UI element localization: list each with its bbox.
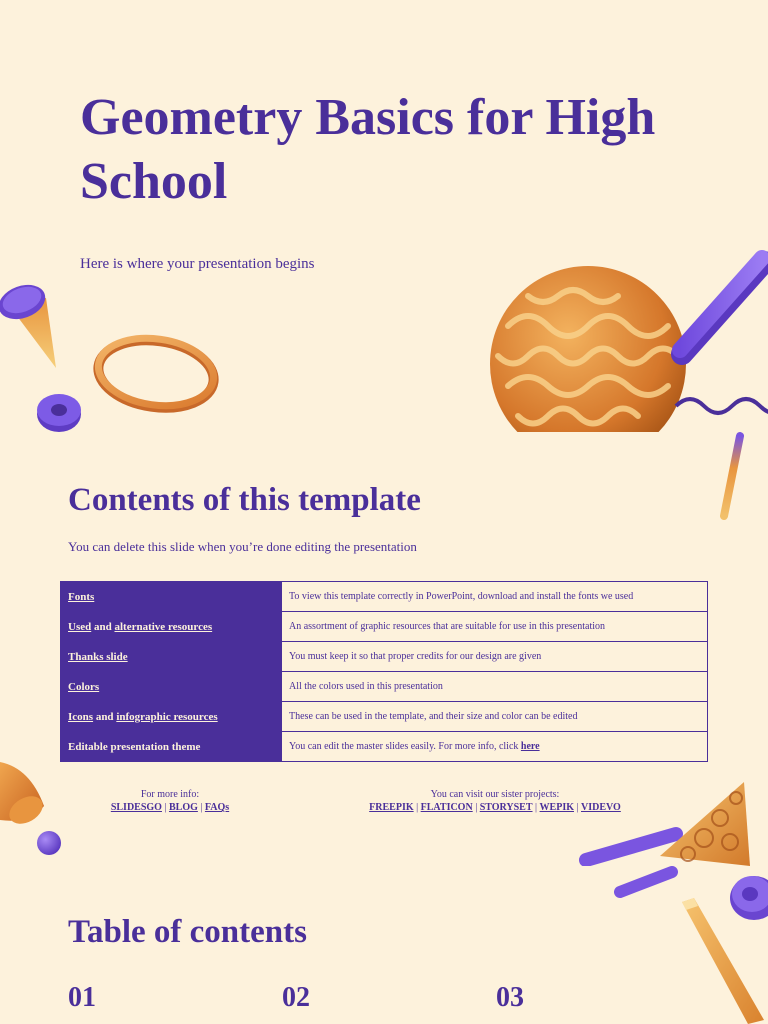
- resources-table: [60, 581, 708, 762]
- slide-subtitle: You can delete this slide when you’re done editing the presentation: [68, 539, 417, 554]
- faqs-link[interactable]: FAQs: [204, 802, 230, 813]
- slide-title: Contents of this template: [68, 482, 421, 518]
- slide-subtitle: Here is where your presentation begins: [80, 256, 315, 272]
- slide-title: Table of contents: [68, 914, 307, 950]
- fonts-link[interactable]: Fonts: [68, 590, 95, 603]
- title-slide: [0, 0, 768, 432]
- used-link[interactable]: Used: [68, 620, 92, 633]
- table-row: [61, 732, 708, 762]
- flaticon-link[interactable]: FLATICON: [420, 802, 473, 813]
- sphere-shape: [488, 266, 692, 432]
- storyset-link[interactable]: STORYSET: [479, 802, 533, 813]
- infographic-resources-link[interactable]: infographic resources: [116, 710, 218, 723]
- table-cell-text: You can edit the master slides easily. For more info, click: [289, 741, 521, 752]
- slidesgo-link[interactable]: SLIDESGO: [110, 802, 162, 813]
- triangle-shape: [580, 778, 768, 866]
- table-cell: These can be used in the template, and their size and color can be edited: [282, 702, 708, 732]
- table-cell: You must keep it so that proper credits for our design are given: [282, 642, 708, 672]
- freepik-link[interactable]: FREEPIK: [369, 802, 414, 813]
- toc-slide: [0, 866, 768, 1024]
- footer-label: You can visit our sister projects:: [430, 789, 560, 800]
- table-cell: All the colors used in this presentation: [282, 672, 708, 702]
- prism-bar-shape: [678, 896, 768, 1024]
- contents-slide: [0, 432, 768, 866]
- table-key: Editable presentation theme: [61, 732, 282, 762]
- table-row: [61, 702, 708, 732]
- thanks-slide-link[interactable]: Thanks slide: [68, 650, 128, 663]
- table-row: [61, 642, 708, 672]
- footer-label: For more info:: [140, 789, 200, 800]
- section-number: 02: [282, 982, 310, 1013]
- stick-shape: [664, 248, 768, 432]
- colors-link[interactable]: Colors: [68, 680, 100, 693]
- small-stick-shape: [712, 432, 752, 524]
- table-row: [61, 612, 708, 642]
- cone-shape: [0, 282, 60, 372]
- table-cell: To view this template correctly in PowerPoint, download and install the fonts we used: [282, 582, 708, 612]
- alternative-resources-link[interactable]: alternative resources: [114, 620, 213, 633]
- ring-shape: [92, 330, 222, 420]
- footer-sister-projects: You can visit our sister projects: FREEPIK | FLATICON | STORYSET | WEPIK | VIDEVO: [340, 788, 650, 814]
- table-row: [61, 672, 708, 702]
- half-cone-shape: [0, 758, 50, 828]
- and-text: and: [91, 620, 115, 633]
- wepik-link[interactable]: WEPIK: [539, 802, 574, 813]
- footer-more-info: For more info: SLIDESGO | BLOG | FAQs: [90, 788, 250, 814]
- small-sphere-shape: [36, 830, 64, 858]
- purple-bar-shape: [610, 866, 680, 900]
- section-number: 01: [68, 982, 96, 1013]
- here-link[interactable]: here: [520, 741, 540, 752]
- and-text: and: [93, 710, 117, 723]
- slide-title: Geometry Basics for High School: [80, 89, 656, 210]
- icons-link[interactable]: Icons: [68, 710, 94, 723]
- videvo-link[interactable]: VIDEVO: [581, 802, 621, 813]
- blog-link[interactable]: BLOG: [168, 802, 198, 813]
- table-cell: An assortment of graphic resources that are suitable for use in this presentation: [282, 612, 708, 642]
- torus-shape: [36, 390, 86, 432]
- table-row: [61, 582, 708, 612]
- section-number: 03: [496, 982, 524, 1013]
